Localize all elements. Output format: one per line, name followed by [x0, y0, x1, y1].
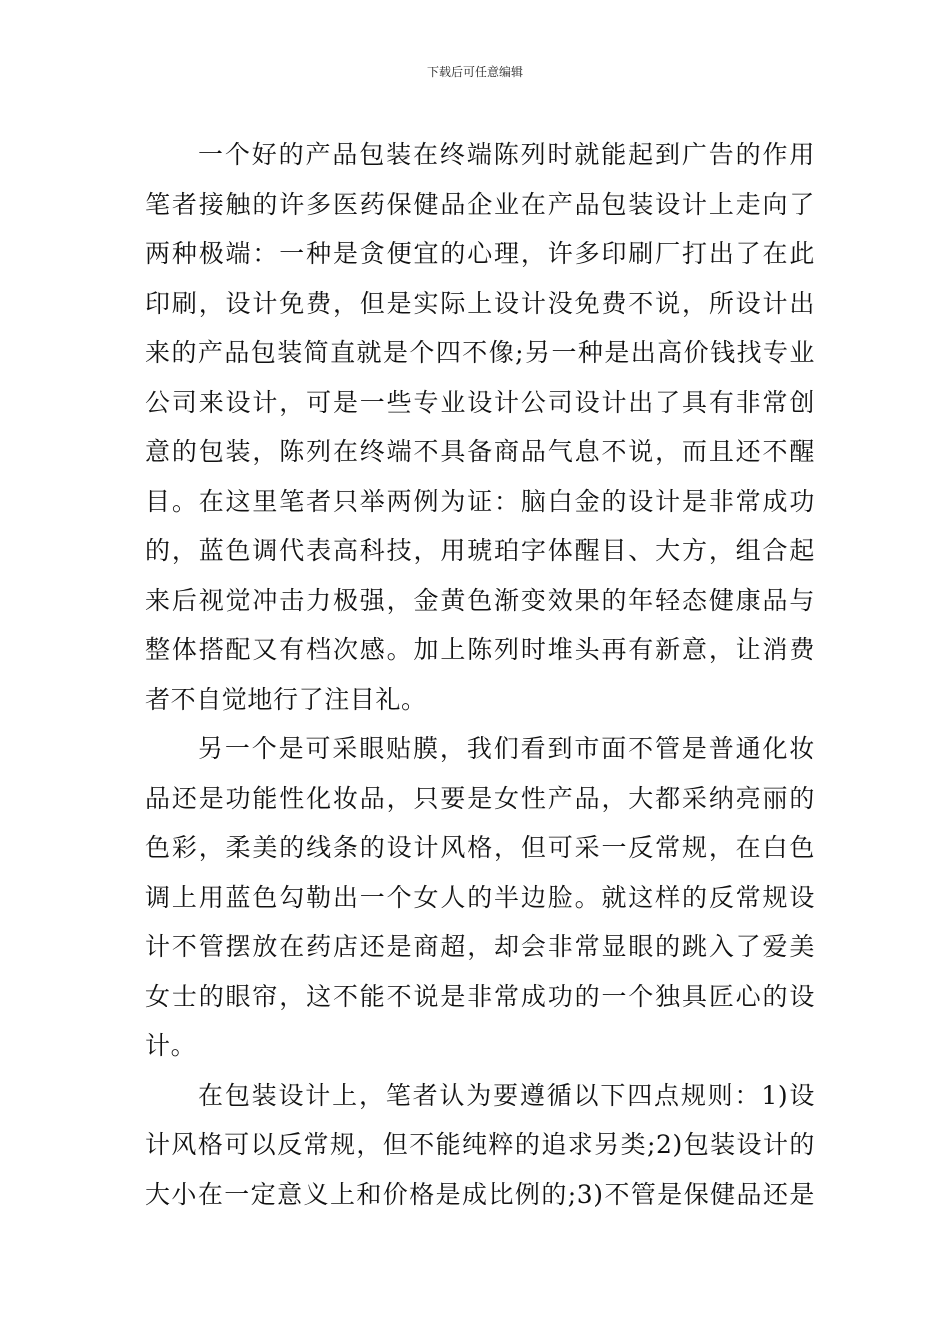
text-line: 品还是功能性化妆品，只要是女性产品，大都采纳亮丽的 — [145, 783, 815, 813]
text-line: 来的产品包装简直就是个四不像;另一种是出高价钱找专业 — [145, 338, 815, 367]
text-line: 者不自觉地行了注目礼。 — [145, 684, 427, 714]
text-line: 色彩，柔美的线条的设计风格，但可采一反常规，在白色 — [145, 833, 815, 862]
text-line: 一个好的产品包装在终端陈列时就能起到广告的作用 — [198, 140, 815, 169]
text-line: 在包装设计上，笔者认为要遵循以下四点规则：1)设 — [198, 1080, 815, 1110]
text-line: 大小在一定意义上和价格是成比例的;3)不管是保健品还是 — [145, 1179, 815, 1209]
text-line: 计。 — [145, 1031, 197, 1060]
page-header: 下载后可任意编辑 — [426, 65, 523, 79]
text-line: 另一个是可采眼贴膜，我们看到市面不管是普通化妆 — [198, 734, 815, 763]
document-body — [145, 130, 815, 1219]
text-line: 意的包装，陈列在终端不具备商品气息不说，而且还不醒 — [145, 437, 815, 466]
text-line: 两种极端：一种是贪便宜的心理，许多印刷厂打出了在此 — [145, 239, 815, 268]
paragraph-2 — [145, 724, 815, 1071]
text-line: 目。在这里笔者只举两例为证：脑白金的设计是非常成功 — [145, 486, 815, 516]
text-line: 公司来设计，可是一些专业设计公司设计出了具有非常创 — [145, 387, 815, 417]
text-line: 印刷，设计免费，但是实际上设计没免费不说，所设计出 — [145, 288, 815, 318]
text-line: 调上用蓝色勾勒出一个女人的半边脸。就这样的反常规设 — [145, 882, 815, 912]
text-line: 女士的眼帘，这不能不说是非常成功的一个独具匠心的设 — [145, 981, 815, 1011]
text-line: 笔者接触的许多医药保健品企业在产品包装设计上走向了 — [145, 189, 815, 219]
text-line: 计风格可以反常规，但不能纯粹的追求另类;2)包装设计的 — [145, 1130, 815, 1159]
paragraph-3 — [145, 1071, 815, 1220]
text-line: 计不管摆放在药店还是商超，却会非常显眼的跳入了爱美 — [145, 932, 815, 961]
paragraph-1 — [145, 130, 815, 724]
text-line: 的，蓝色调代表高科技，用琥珀字体醒目、大方，组合起 — [145, 536, 815, 565]
text-line: 来后视觉冲击力极强，金黄色渐变效果的年轻态健康品与 — [145, 585, 815, 615]
text-line: 整体搭配又有档次感。加上陈列时堆头再有新意，让消费 — [145, 635, 815, 664]
